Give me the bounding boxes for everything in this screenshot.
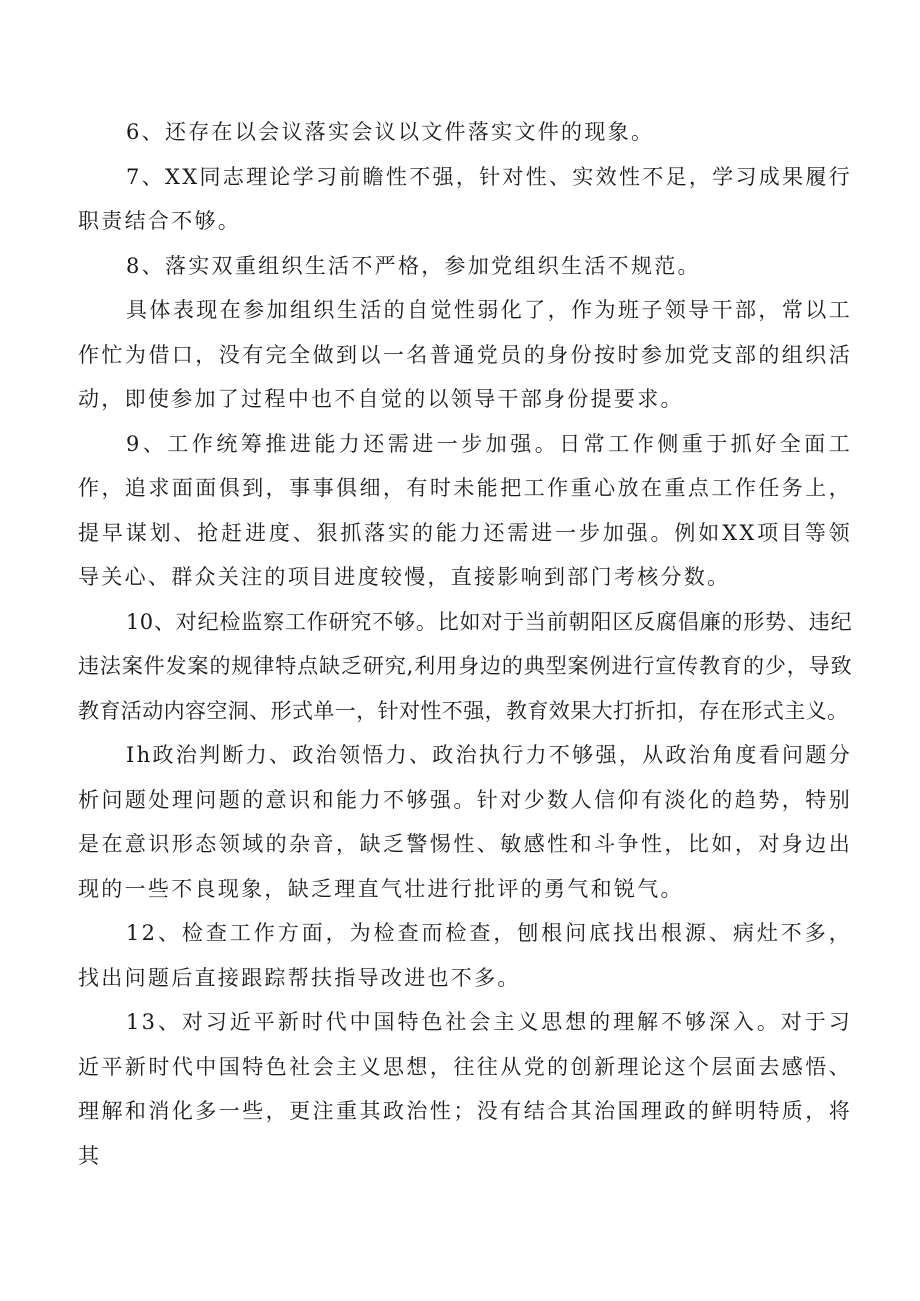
paragraph-item-13: 13、对习近平新时代中国特色社会主义思想的理解不够深入。对于习近平新时代中国特色社会主义思想，往往从党的创新理论这个层面去感悟、理解和消化多一些，更注重其政治性；没有结合其治国理政的鲜明特质，将其	[78, 1010, 852, 1168]
paragraph-item-10: 10、对纪检监察工作研究不够。比如对于当前朝阳区反腐倡廉的形势、违纪违法案件发案的规律特点缺乏研究,利用身边的典型案例进行宣传教育的少，导致教育活动内容空洞、形式单一，针对性不强，教育效果大打折扣，存在形式主义。	[78, 609, 852, 723]
document-body	[78, 110, 852, 1178]
paragraph-item-9: 9、工作统筹推进能力还需进一步加强。日常工作侧重于抓好全面工作，追求面面俱到，事事俱细，有时未能把工作重心放在重点工作任务上，提早谋划、抢赶进度、狠抓落实的能力还需进一步加强。例如XX项目等领导关心、群众关注的项目进度较慢，直接影响到部门考核分数。	[78, 431, 852, 589]
paragraph-item-6: 6、还存在以会议落实会议以文件落实文件的现象。	[126, 120, 655, 144]
paragraph-item-8-detail: 具体表现在参加组织生活的自觉性弱化了，作为班子领导干部，常以工作忙为借口，没有完全做到以一名普通党员的身份按时参加党支部的组织活动，即使参加了过程中也不自觉的以领导干部身份提要求。	[78, 298, 852, 411]
paragraph-item-7: 7、XX同志理论学习前瞻性不强，针对性、实效性不足，学习成果履行职责结合不够。	[78, 164, 852, 233]
paragraph-item-11: Ih政治判断力、政治领悟力、政治执行力不够强，从政治角度看问题分析问题处理问题的意识和能力不够强。针对少数人信仰有淡化的趋势，特别是在意识形态领域的杂音，缺乏警惕性、敏感性和斗争性，比如，对身边出现的一些不良现象，缺乏理直气壮进行批评的勇气和锐气。	[78, 743, 852, 901]
paragraph-item-12: 12、检查工作方面，为检查而检查，刨根问底找出根源、病灶不多，找出问题后直接跟踪帮扶指导改进也不多。	[78, 921, 852, 990]
paragraph-item-8: 8、落实双重组织生活不严格，参加党组织生活不规范。	[126, 253, 701, 278]
